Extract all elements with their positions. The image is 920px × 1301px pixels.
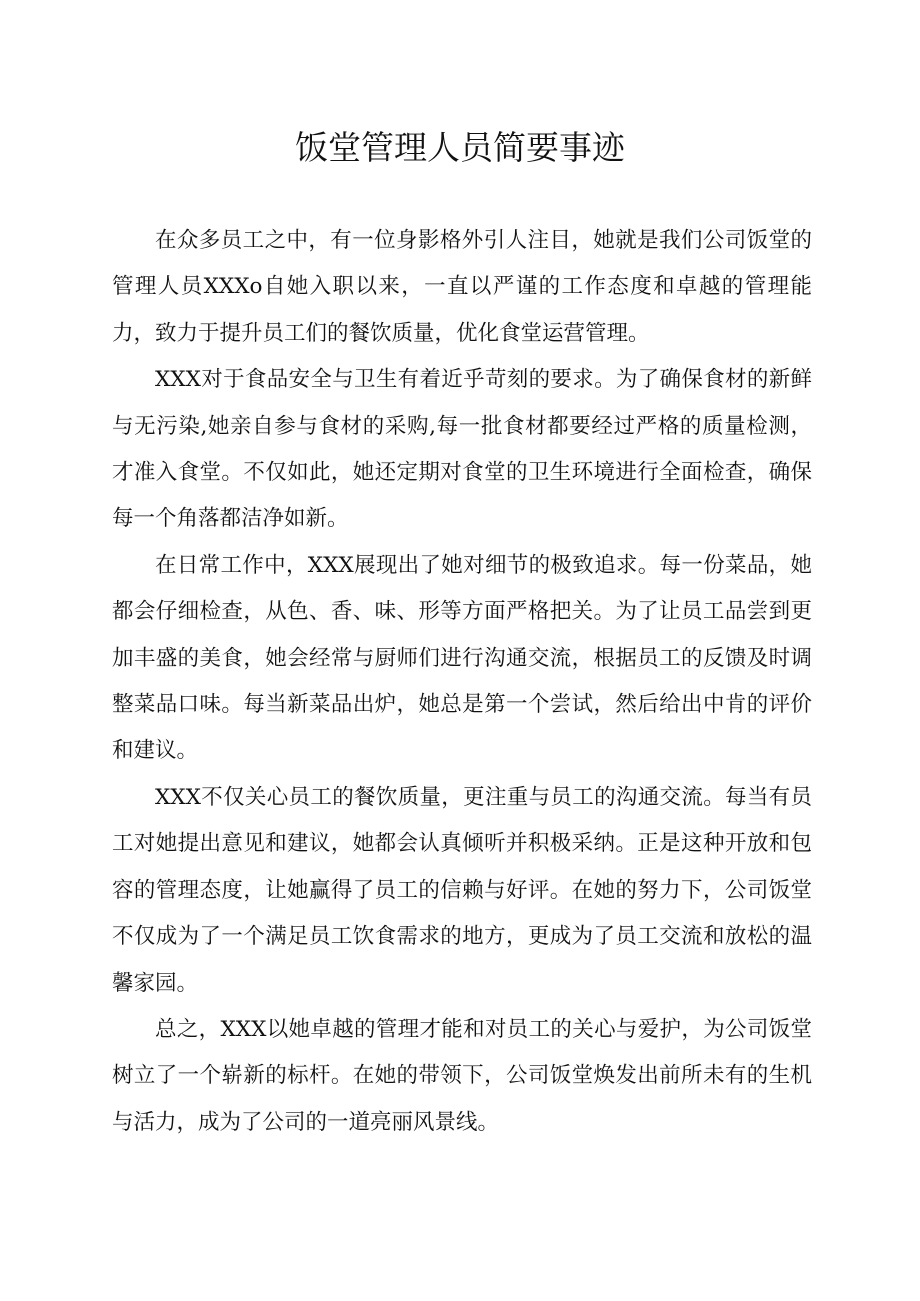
paragraph-1: 在众多员工之中，有一位身影格外引人注目，她就是我们公司饭堂的管理人员XXXo自她入职以来，一直以严谨的工作态度和卓越的管理能力，致力于提升员工们的餐饮质量，优化食堂运营管理。 — [112, 228, 812, 346]
paragraph-3: 在日常工作中，XXX展现出了她对细节的极致追求。每一份菜品，她都会仔细检查，从色、香、味、形等方面严格把关。为了让员工品尝到更加丰盛的美食，她会经常与厨师们进行沟通交流，根据员工的反馈及时调整菜品口味。每当新菜品出炉，她总是第一个尝试，然后给出中肯的评价和建议。 — [112, 552, 812, 764]
paragraph-5: 总之，XXX以她卓越的管理才能和对员工的关心与爱护，为公司饭堂树立了一个崭新的标杆。在她的带领下，公司饭堂焕发出前所未有的生机与活力，成为了公司的一道亮丽风景线。 — [112, 1016, 812, 1135]
paragraph-2: XXX对于食品安全与卫生有着近乎苛刻的要求。为了确保食材的新鲜与无污染,她亲自参与食材的采购,每一批食材都要经过严格的质量检测，才准入食堂。不仅如此，她还定期对食堂的卫生环境进行全面检查，确保每一个角落都洁净如新。 — [112, 367, 812, 532]
paragraph-4: XXX不仅关心员工的餐饮质量，更注重与员工的沟通交流。每当有员工对她提出意见和建议，她都会认真倾听并积极采纳。正是这种开放和包容的管理态度，让她赢得了员工的信赖与好评。在她的努力下，公司饭堂不仅成为了一个满足员工饮食需求的地方，更成为了员工交流和放松的温馨家园。 — [112, 784, 812, 996]
document-body — [112, 218, 812, 1146]
document-title: 饭堂管理人员简要事迹 — [295, 128, 625, 167]
